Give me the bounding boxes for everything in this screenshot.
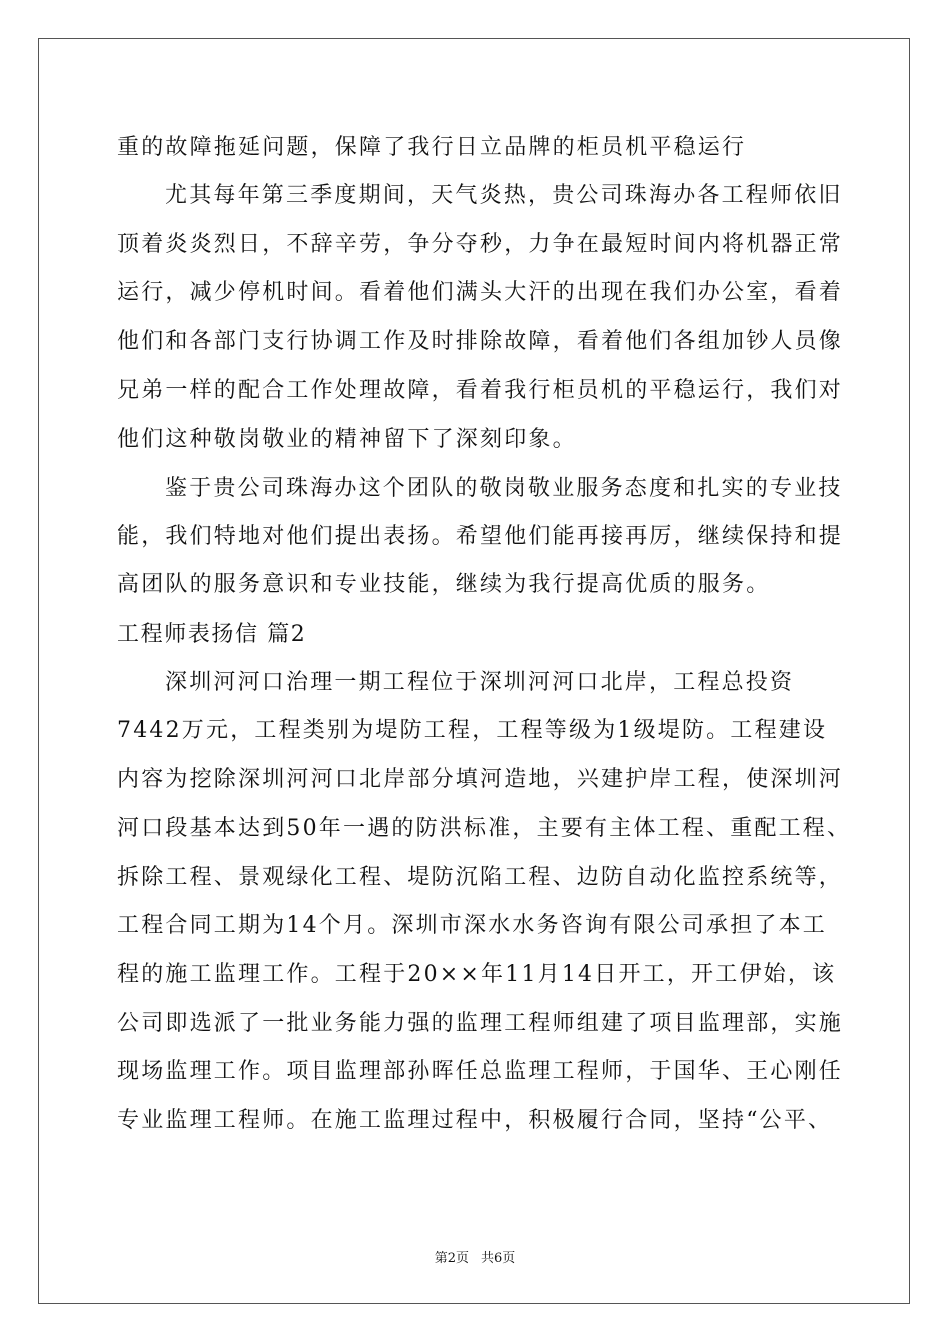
section-heading: 工程师表扬信 篇2 <box>117 622 307 647</box>
text-line: 工程合同工期为14个月。深圳市深水水务咨询有限公司承担了本工 <box>117 913 827 938</box>
page-number: 第2页 <box>434 1251 469 1266</box>
text-line: 公司即选派了一批业务能力强的监理工程师组建了项目监理部，实施 <box>117 1011 844 1036</box>
text-line: 7442万元，工程类别为堤防工程，工程等级为1级堤防。工程建设 <box>117 718 828 743</box>
text-line: 尤其每年第三季度期间，天气炎热，贵公司珠海办各工程师依旧 <box>165 183 843 208</box>
text-line: 兄弟一样的配合工作处理故障，看着我行柜员机的平稳运行，我们对 <box>117 378 844 403</box>
text-line: 鉴于贵公司珠海办这个团队的敬岗敬业服务态度和扎实的专业技 <box>165 476 843 501</box>
text-line: 河口段基本达到50年一遇的防洪标准，主要有主体工程、重配工程、 <box>117 816 852 841</box>
text-line: 高团队的服务意识和专业技能，继续为我行提高优质的服务。 <box>117 572 771 597</box>
text-line: 他们和各部门支行协调工作及时排除故障，看着他们各组加钞人员像 <box>117 329 844 354</box>
text-line: 顶着炎炎烈日，不辞辛劳，争分夺秒，力争在最短时间内将机器正常 <box>117 232 844 257</box>
text-line: 重的故障拖延问题，保障了我行日立品牌的柜员机平稳运行 <box>117 135 747 160</box>
text-line: 他们这种敬岗敬业的精神留下了深刻印象。 <box>117 427 577 452</box>
page-total: 共6页 <box>481 1251 516 1266</box>
page-footer <box>0 1247 950 1266</box>
text-line: 运行，减少停机时间。看着他们满头大汗的出现在我们办公室，看着 <box>117 280 844 305</box>
text-line: 拆除工程、景观绿化工程、堤防沉陷工程、边防自动化监控系统等， <box>117 865 844 890</box>
text-line: 现场监理工作。项目监理部孙晖任总监理工程师，于国华、王心刚任 <box>117 1059 844 1084</box>
text-line: 能，我们特地对他们提出表扬。希望他们能再接再厉，继续保持和提 <box>117 524 844 549</box>
text-line: 专业监理工程师。在施工监理过程中，积极履行合同，坚持“公平、 <box>117 1108 833 1133</box>
text-line: 程的施工监理工作。工程于20××年11月14日开工，开工伊始，该 <box>117 962 837 987</box>
text-line: 内容为挖除深圳河河口北岸部分填河造地，兴建护岸工程，使深圳河 <box>117 767 844 792</box>
text-line: 深圳河河口治理一期工程位于深圳河河口北岸，工程总投资 <box>165 670 795 695</box>
